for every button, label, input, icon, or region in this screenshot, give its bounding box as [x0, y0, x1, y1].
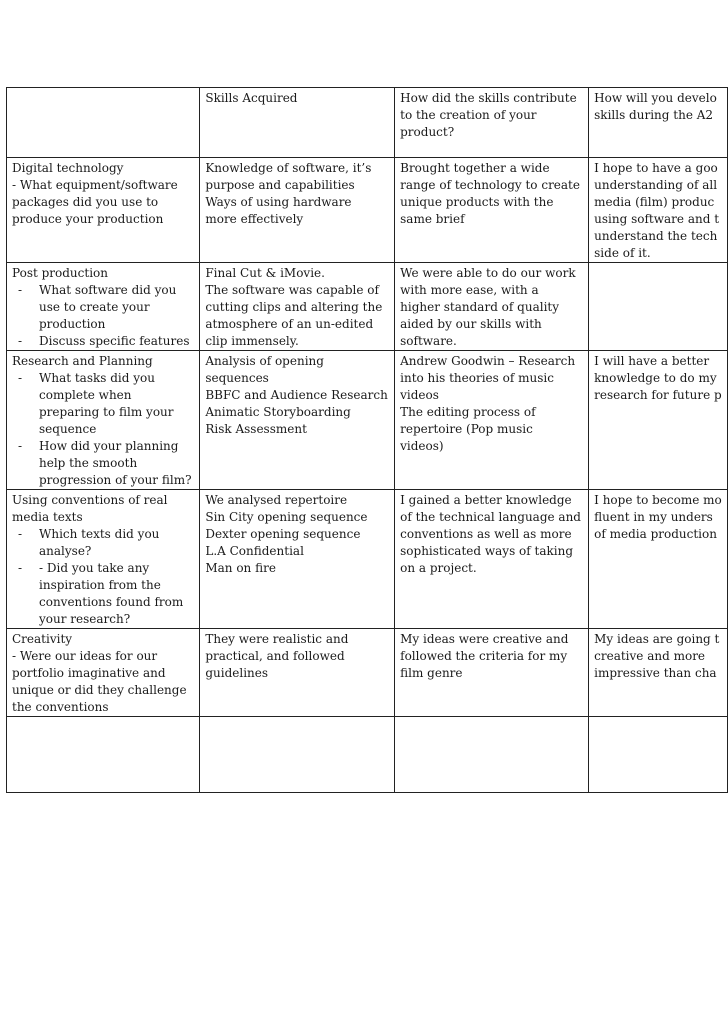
- skills-line: L.A Confidential: [205, 544, 304, 558]
- contribution-line: software.: [400, 334, 457, 348]
- topic-cell: [7, 263, 200, 351]
- development-line: My ideas are going t: [594, 632, 720, 646]
- contribution-line: videos: [400, 388, 439, 402]
- header-contribution-line: to the creation of your: [400, 108, 537, 122]
- topic-cell: [7, 158, 200, 263]
- question-bullet-line: [12, 282, 195, 299]
- bullet-dash: -: [18, 334, 23, 348]
- header-contribution-line: How did the skills contribute: [400, 91, 577, 105]
- question-text: - Did you take any: [39, 561, 150, 575]
- skills-cell: [200, 629, 395, 717]
- row-research-and-planning: [7, 351, 728, 490]
- skills-line: more effectively: [205, 212, 304, 226]
- topic-line: Using conventions of real: [12, 493, 168, 507]
- development-line: knowledge to do my: [594, 371, 717, 385]
- topic-cell: [7, 351, 200, 490]
- development-line: media (film) produc: [594, 195, 715, 209]
- question-text: analyse?: [39, 544, 92, 558]
- skills-line: Knowledge of software, it’s: [205, 161, 372, 175]
- contribution-line: conventions as well as more: [400, 527, 572, 541]
- contribution-line: Andrew Goodwin – Research: [400, 354, 576, 368]
- development-line: I will have a better: [594, 354, 710, 368]
- skills-line: Dexter opening sequence: [205, 527, 361, 541]
- development-line: I hope to have a goo: [594, 161, 718, 175]
- bullet-dash: -: [18, 371, 23, 385]
- topic-cell: [7, 629, 200, 717]
- header-cell-contribution: [395, 88, 589, 158]
- skills-line: cutting clips and altering the: [205, 300, 383, 314]
- question-bullet-line: [12, 560, 195, 577]
- development-cell: [589, 263, 728, 351]
- row-using-conventions: [7, 490, 728, 629]
- development-line: of media production: [594, 527, 717, 541]
- question-text: progression of your film?: [39, 473, 192, 487]
- skills-line: Animatic Storyboarding: [205, 405, 351, 419]
- contribution-cell: [395, 629, 589, 717]
- header-cell-development: [589, 88, 728, 158]
- question-line: packages did you use to: [12, 195, 159, 209]
- skills-cell: [200, 717, 395, 793]
- question-text: sequence: [39, 422, 97, 436]
- contribution-line: higher standard of quality: [400, 300, 560, 314]
- skills-cell: [200, 351, 395, 490]
- development-cell: [589, 717, 728, 793]
- bullet-dash: -: [18, 561, 23, 575]
- question-line: unique or did they challenge: [12, 683, 187, 697]
- question-text: help the smooth: [39, 456, 138, 470]
- question-bullet-line: [12, 438, 195, 455]
- contribution-cell: [395, 717, 589, 793]
- development-line: understand the tech: [594, 229, 718, 243]
- question-text: What tasks did you: [39, 371, 155, 385]
- contribution-line: I gained a better knowledge: [400, 493, 572, 507]
- development-cell: [589, 158, 728, 263]
- skills-line: Risk Assessment: [205, 422, 307, 436]
- contribution-line: followed the criteria for my: [400, 649, 568, 663]
- row-creativity: [7, 629, 728, 717]
- question-bullet-line: [12, 387, 195, 404]
- contribution-line: sophisticated ways of taking: [400, 544, 574, 558]
- skills-line: practical, and followed: [205, 649, 345, 663]
- skills-line: Ways of using hardware: [205, 195, 352, 209]
- skills-line: Sin City opening sequence: [205, 510, 368, 524]
- topic-line: Digital technology: [12, 161, 124, 175]
- question-text: Which texts did you: [39, 527, 160, 541]
- contribution-line: We were able to do our work: [400, 266, 576, 280]
- row-digital-technology: [7, 158, 728, 263]
- skills-line: The software was capable of: [205, 283, 379, 297]
- development-line: fluent in my unders: [594, 510, 713, 524]
- header-skills-label: Skills Acquired: [205, 91, 298, 105]
- skills-cell: [200, 263, 395, 351]
- contribution-line: unique products with the: [400, 195, 554, 209]
- contribution-line: aided by our skills with: [400, 317, 542, 331]
- contribution-cell: [395, 351, 589, 490]
- contribution-line: Brought together a wide: [400, 161, 550, 175]
- question-text: conventions found from: [39, 595, 184, 609]
- question-bullet-line: [12, 611, 195, 628]
- row-empty: [7, 717, 728, 793]
- contribution-line: of the technical language and: [400, 510, 581, 524]
- contribution-line: on a project.: [400, 561, 477, 575]
- evaluation-table: [6, 87, 728, 793]
- development-line: understanding of all: [594, 178, 718, 192]
- skills-line: sequences: [205, 371, 269, 385]
- question-text: complete when: [39, 388, 132, 402]
- development-line: using software and t: [594, 212, 720, 226]
- skills-line: clip immensely.: [205, 334, 299, 348]
- question-bullet-line: [12, 594, 195, 611]
- question-text: What software did you: [39, 283, 177, 297]
- skills-cell: [200, 490, 395, 629]
- skills-line: atmosphere of an un-edited: [205, 317, 374, 331]
- header-cell-topic: [7, 88, 200, 158]
- skills-line: Final Cut & iMovie.: [205, 266, 325, 280]
- development-line: I hope to become mo: [594, 493, 722, 507]
- contribution-line: range of technology to create: [400, 178, 580, 192]
- question-bullet-line: [12, 333, 195, 350]
- contribution-line: film genre: [400, 666, 463, 680]
- topic-cell: [7, 490, 200, 629]
- header-development-line: skills during the A2: [594, 108, 714, 122]
- skills-line: Man on fire: [205, 561, 276, 575]
- topic-line: Creativity: [12, 632, 73, 646]
- skills-line: purpose and capabilities: [205, 178, 355, 192]
- development-line: impressive than cha: [594, 666, 717, 680]
- skills-cell: [200, 158, 395, 263]
- header-contribution-line: product?: [400, 125, 455, 139]
- question-line: the conventions: [12, 700, 109, 714]
- question-bullet-line: [12, 421, 195, 438]
- question-bullet-line: [12, 526, 195, 543]
- header-development-line: How will you develo: [594, 91, 717, 105]
- question-text: production: [39, 317, 106, 331]
- contribution-line: same brief: [400, 212, 465, 226]
- contribution-line: videos): [400, 439, 444, 453]
- skills-line: guidelines: [205, 666, 269, 680]
- question-bullet-line: [12, 404, 195, 421]
- question-text: preparing to film your: [39, 405, 174, 419]
- question-bullet-line: [12, 455, 195, 472]
- question-bullet-line: [12, 472, 195, 489]
- row-post-production: [7, 263, 728, 351]
- skills-line: Analysis of opening: [205, 354, 324, 368]
- topic-cell: [7, 717, 200, 793]
- development-line: creative and more: [594, 649, 706, 663]
- skills-line: We analysed repertoire: [205, 493, 348, 507]
- question-bullet-line: [12, 316, 195, 333]
- question-bullet-line: [12, 370, 195, 387]
- skills-line: BBFC and Audience Research: [205, 388, 388, 402]
- topic-line: media texts: [12, 510, 83, 524]
- bullet-dash: -: [18, 283, 23, 297]
- question-line: - What equipment/software: [12, 178, 178, 192]
- question-text: use to create your: [39, 300, 150, 314]
- contribution-cell: [395, 263, 589, 351]
- question-line: produce your production: [12, 212, 164, 226]
- header-cell-skills: [200, 88, 395, 158]
- contribution-line: My ideas were creative and: [400, 632, 569, 646]
- development-cell: [589, 490, 728, 629]
- topic-line: Post production: [12, 266, 108, 280]
- question-bullet-line: [12, 543, 195, 560]
- bullet-dash: -: [18, 527, 23, 541]
- question-line: portfolio imaginative and: [12, 666, 166, 680]
- development-cell: [589, 351, 728, 490]
- question-text: inspiration from the: [39, 578, 161, 592]
- contribution-cell: [395, 158, 589, 263]
- contribution-line: with more ease, with a: [400, 283, 539, 297]
- development-line: side of it.: [594, 246, 651, 260]
- topic-line: Research and Planning: [12, 354, 153, 368]
- question-bullet-line: [12, 299, 195, 316]
- development-cell: [589, 629, 728, 717]
- header-row: [7, 88, 728, 158]
- question-text: How did your planning: [39, 439, 179, 453]
- question-text: your research?: [39, 612, 131, 626]
- skills-line: They were realistic and: [205, 632, 349, 646]
- development-line: research for future p: [594, 388, 722, 402]
- contribution-line: repertoire (Pop music: [400, 422, 533, 436]
- question-bullet-line: [12, 577, 195, 594]
- contribution-cell: [395, 490, 589, 629]
- question-line: - Were our ideas for our: [12, 649, 158, 663]
- bullet-dash: -: [18, 439, 23, 453]
- question-text: Discuss specific features: [39, 334, 190, 348]
- contribution-line: The editing process of: [400, 405, 536, 419]
- contribution-line: into his theories of music: [400, 371, 554, 385]
